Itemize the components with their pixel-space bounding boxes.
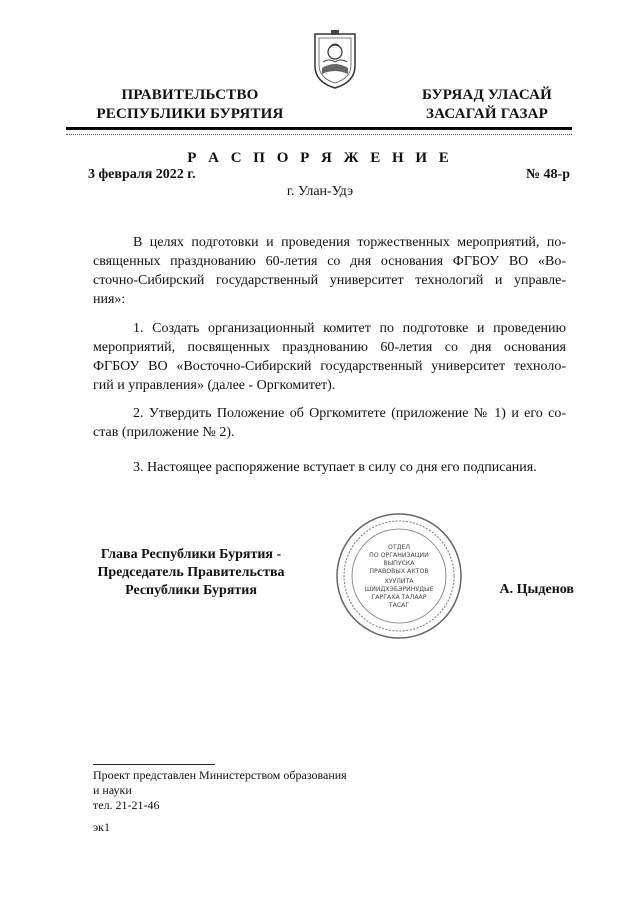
footer-copy-mark: эк1	[93, 820, 110, 834]
paragraph-line: В целях подготовки и проведения торжественных мероприятий, по-	[133, 235, 566, 250]
signatory-position-line2: Председатель Правительства	[97, 565, 285, 580]
paragraph-line: 2. Утвердить Положение об Оргкомитете (приложение № 1) и его со-	[133, 406, 566, 421]
svg-text:ХУУЛИТА: ХУУЛИТА	[384, 578, 414, 585]
document-title: Р А С П О Р Я Ж Е Н И Е	[187, 150, 453, 166]
svg-text:ВЫПУСКА: ВЫПУСКА	[383, 560, 415, 567]
header-divider	[66, 127, 572, 130]
header-dotted-divider	[66, 134, 572, 135]
footer-prepared-by-cont: и науки	[93, 783, 132, 797]
paragraph-line: 3. Настоящее распоряжение вступает в силу со дня его подписания.	[133, 460, 537, 475]
footer-prepared-by: Проект представлен Министерством образования	[93, 768, 347, 782]
document-date: 3 февраля 2022 г.	[88, 167, 196, 182]
document-place: г. Улан-Удэ	[286, 184, 354, 199]
svg-text:ПО ОРГАНИЗАЦИИ: ПО ОРГАНИЗАЦИИ	[369, 552, 429, 559]
header-right	[412, 86, 562, 124]
paragraph-line: став (приложение № 2).	[93, 425, 235, 440]
paragraph-preamble	[93, 233, 566, 309]
paragraph-line: священных празднованию 60-летия со дня основания ФГБОУ ВО «Во-	[93, 254, 566, 269]
paragraph-item-2	[93, 404, 566, 442]
svg-text:ТАСАГ: ТАСАГ	[388, 602, 410, 609]
svg-text:ГАРГАХА ТАЛААР: ГАРГАХА ТАЛААР	[371, 594, 427, 601]
paragraph-line: мероприятий, посвященных празднованию 60-летия со дня основания	[93, 340, 566, 355]
document-number: № 48-р	[525, 167, 570, 182]
coat-of-arms-emblem	[311, 28, 359, 90]
paragraph-item-3	[93, 458, 566, 477]
footer-phone: тел. 21-21-46	[93, 798, 160, 812]
svg-text:ПРАВОВЫХ АКТОВ: ПРАВОВЫХ АКТОВ	[369, 568, 429, 575]
government-name-ru-line2: РЕСПУБЛИКИ БУРЯТИЯ	[96, 106, 284, 122]
signatory-position-line1: Глава Республики Бурятия -	[100, 547, 282, 562]
paragraph-line: сточно-Сибирский государственный университет технологий и управле-	[93, 273, 566, 288]
footer-divider	[93, 764, 215, 765]
signatory-name: А. Цыденов	[499, 582, 574, 597]
government-name-ru-line1: ПРАВИТЕЛЬСТВО	[121, 87, 259, 103]
svg-text:ШИИДХЭБЭРИНУДЫЕ: ШИИДХЭБЭРИНУДЫЕ	[364, 586, 434, 593]
header-left	[90, 86, 290, 124]
paragraph-item-1	[93, 319, 566, 395]
government-name-bua-line2: ЗАСАГАЙ ГАЗАР	[426, 106, 548, 122]
government-name-bua-line1: БУРЯАД УЛАСАЙ	[421, 87, 553, 103]
official-stamp	[334, 511, 464, 641]
svg-text:ОТДЕЛ: ОТДЕЛ	[387, 544, 411, 551]
paragraph-line: гий и управления» (далее - Оргкомитет).	[93, 378, 336, 393]
signatory-position-line3: Республики Бурятия	[125, 583, 257, 598]
paragraph-line: 1. Создать организационный комитет по подготовке и проведению	[133, 321, 566, 336]
paragraph-line: ФГБОУ ВО «Восточно-Сибирский государственный университет техноло-	[93, 359, 566, 374]
paragraph-line: ния»:	[93, 292, 126, 307]
signatory-position	[82, 546, 300, 600]
